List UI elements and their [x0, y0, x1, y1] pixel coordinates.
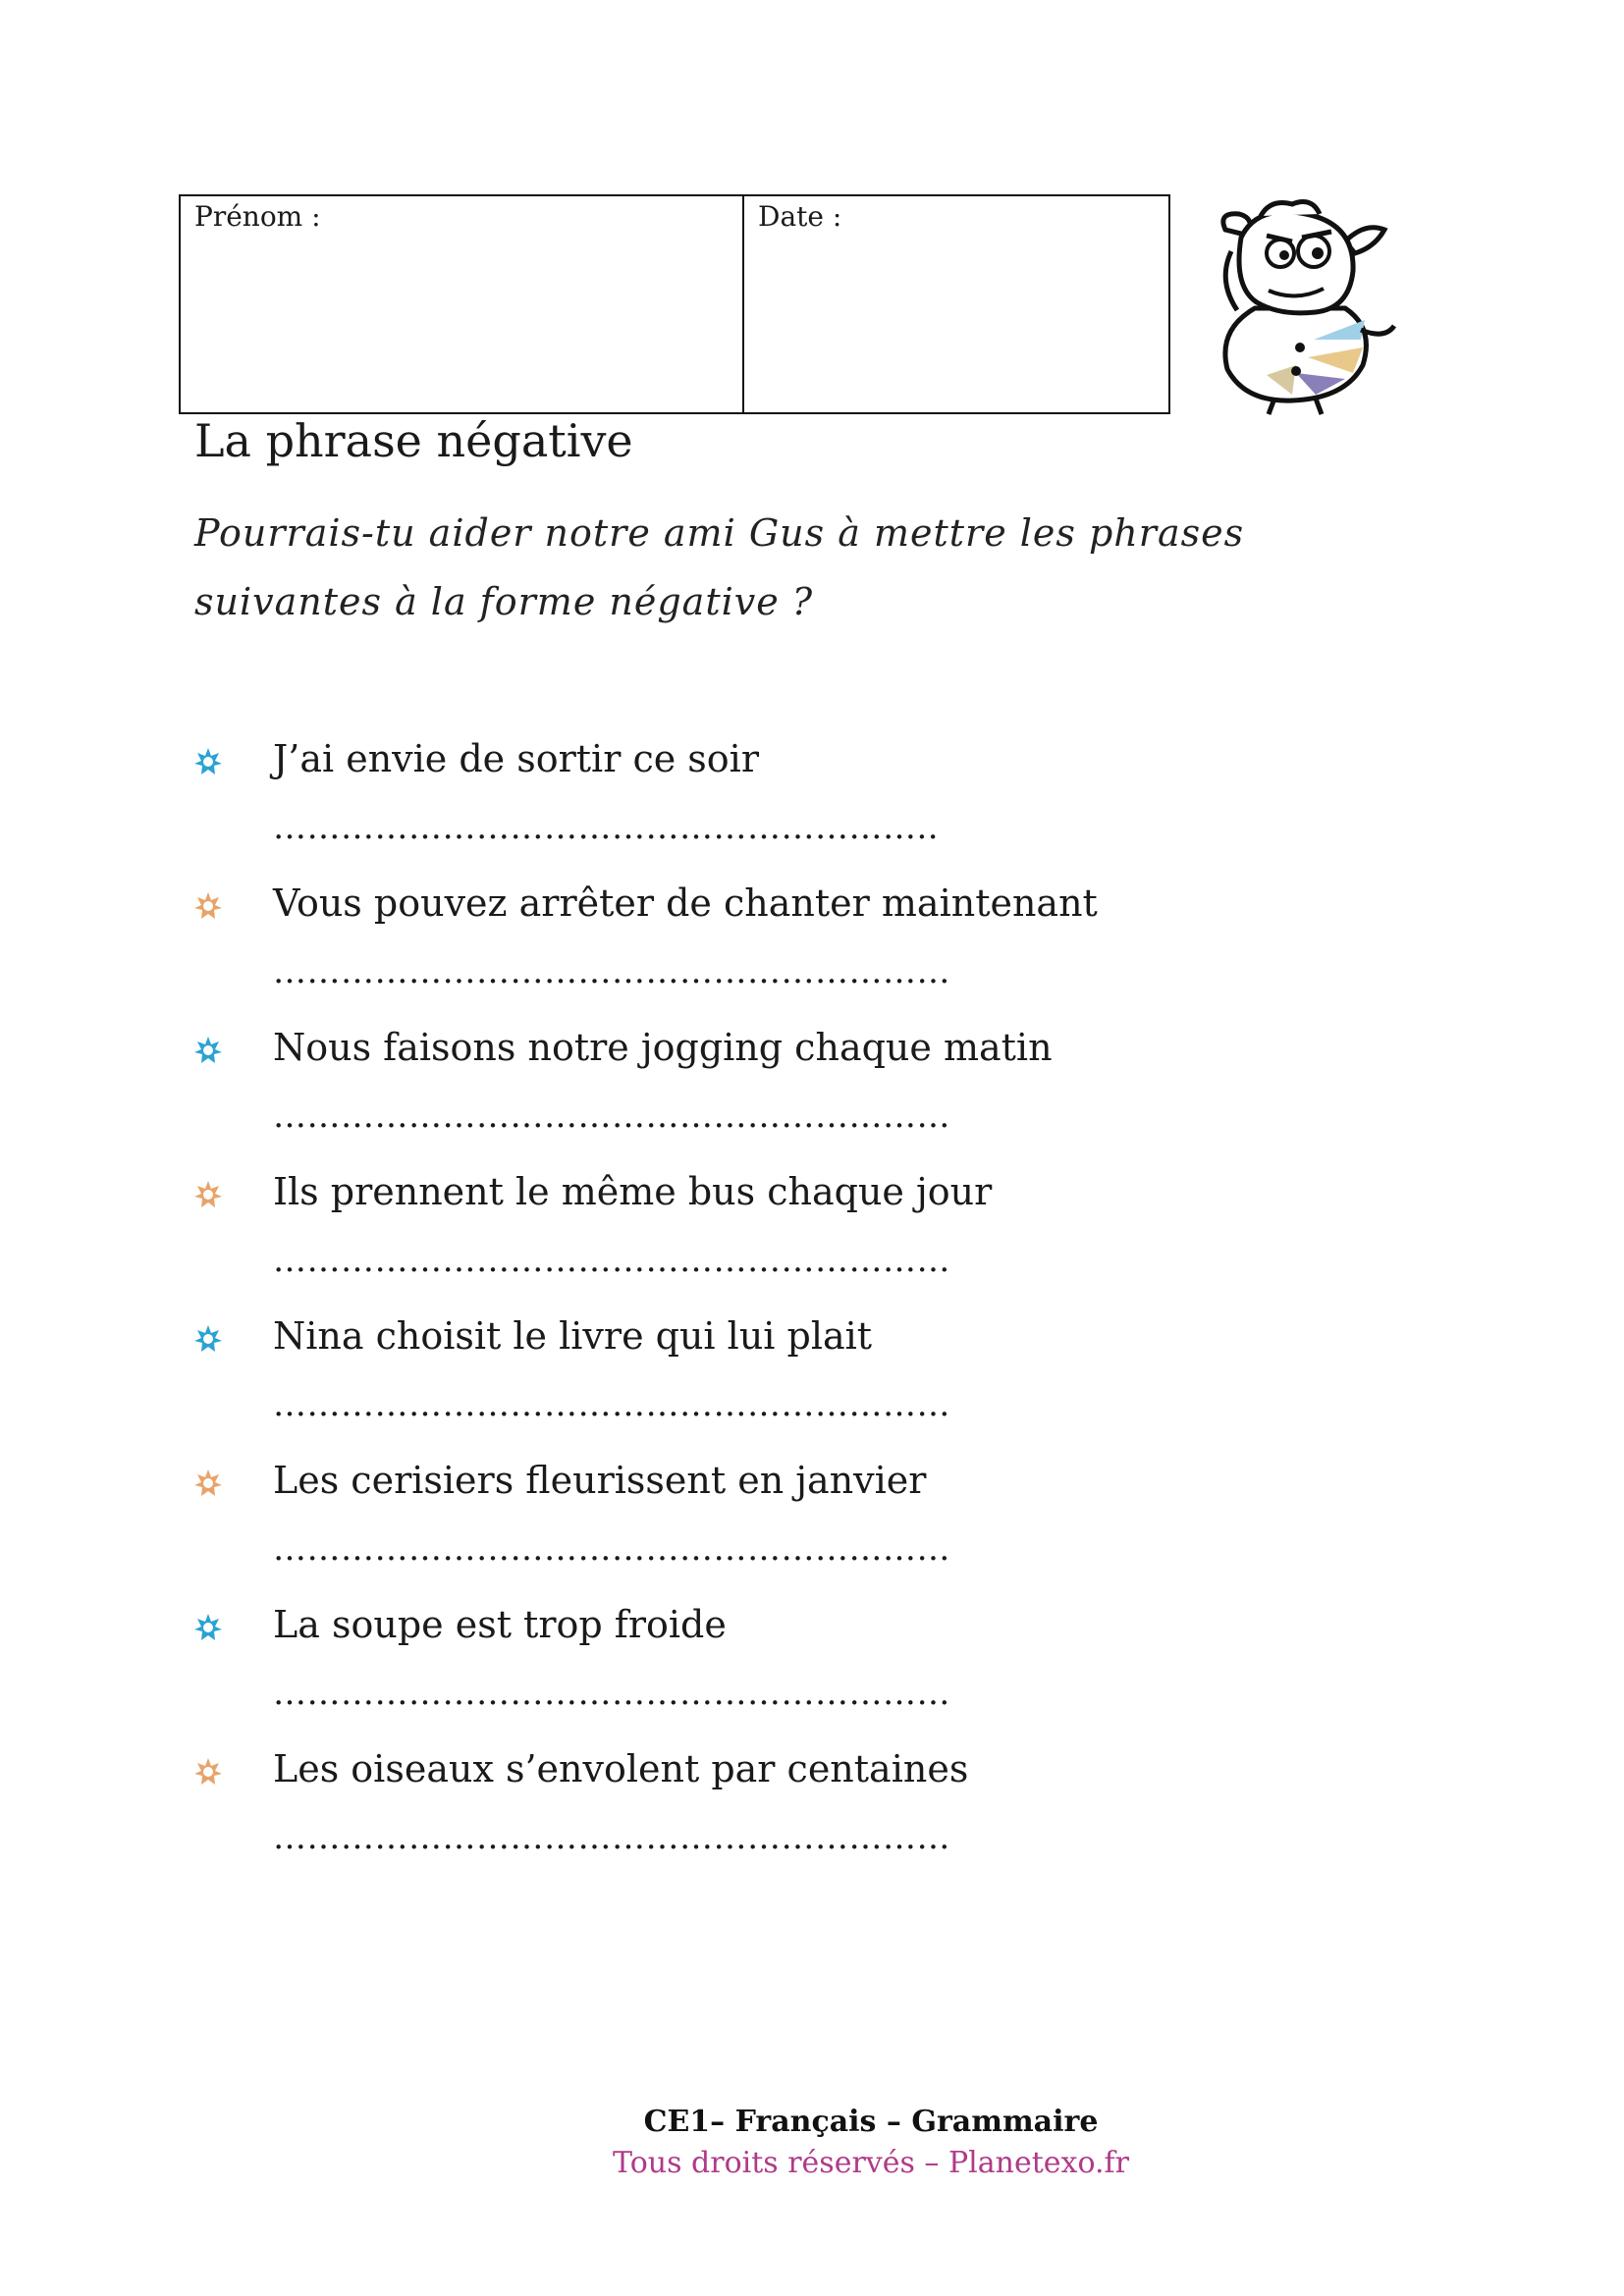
star-icon-orange	[192, 1756, 224, 1788]
date-label: Date :	[758, 200, 842, 233]
answer-line[interactable]: ……………………………………………………	[273, 1674, 950, 1713]
exercise-sentence: J’ai envie de sortir ce soir	[273, 737, 760, 780]
prenom-field[interactable]	[181, 196, 744, 412]
star-icon-orange	[192, 1179, 224, 1210]
star-icon-blue	[192, 1035, 224, 1066]
answer-line[interactable]: ……………………………………………………	[273, 952, 950, 991]
exercise-item	[192, 1311, 1272, 1456]
exercise-sentence: Les oiseaux s’envolent par centaines	[273, 1747, 969, 1790]
star-icon-orange	[192, 1468, 224, 1499]
answer-line[interactable]: ……………………………………………………	[273, 1818, 950, 1857]
exercise-item	[192, 1600, 1272, 1744]
footer-subject: CE1– Français – Grammaire	[643, 2105, 1099, 2139]
star-icon-blue	[192, 1323, 224, 1355]
page-title: La phrase négative	[194, 414, 633, 467]
exercise-list	[192, 734, 1272, 1889]
star-icon-blue	[192, 1612, 224, 1643]
star-icon-orange	[192, 890, 224, 922]
gus-mascot-illustration	[1198, 192, 1414, 418]
exercise-item	[192, 1167, 1272, 1311]
prenom-label: Prénom :	[194, 200, 321, 233]
exercise-sentence: Nous faisons notre jogging chaque matin	[273, 1026, 1053, 1069]
exercise-item	[192, 1744, 1272, 1889]
answer-line[interactable]: ……………………………………………………	[273, 1385, 950, 1424]
footer-copyright: Tous droits réservés – Planetexo.fr	[613, 2146, 1129, 2180]
exercise-sentence: Nina choisit le livre qui lui plait	[273, 1314, 873, 1358]
name-date-box	[179, 194, 1170, 414]
star-icon-blue	[192, 746, 224, 777]
answer-line[interactable]: ……………………………………………………	[273, 1529, 950, 1569]
date-field[interactable]	[744, 196, 1168, 412]
exercise-sentence: Les cerisiers fleurissent en janvier	[273, 1459, 927, 1502]
exercise-sentence: Ils prennent le même bus chaque jour	[273, 1170, 993, 1213]
answer-line[interactable]: …………………………………………………..	[273, 808, 940, 847]
exercise-item	[192, 734, 1272, 879]
exercise-item	[192, 1023, 1272, 1167]
instruction-text: Pourrais-tu aider notre ami Gus à mettre les phrases suivantes à la forme négative ?	[194, 511, 1245, 623]
exercise-item	[192, 1456, 1272, 1600]
answer-line[interactable]: ……………………………………………………	[273, 1096, 950, 1136]
exercise-item	[192, 879, 1272, 1023]
answer-line[interactable]: ……………………………………………………	[273, 1241, 950, 1280]
exercise-sentence: La soupe est trop froide	[273, 1603, 727, 1646]
exercise-sentence: Vous pouvez arrêter de chanter maintenant	[273, 881, 1098, 925]
